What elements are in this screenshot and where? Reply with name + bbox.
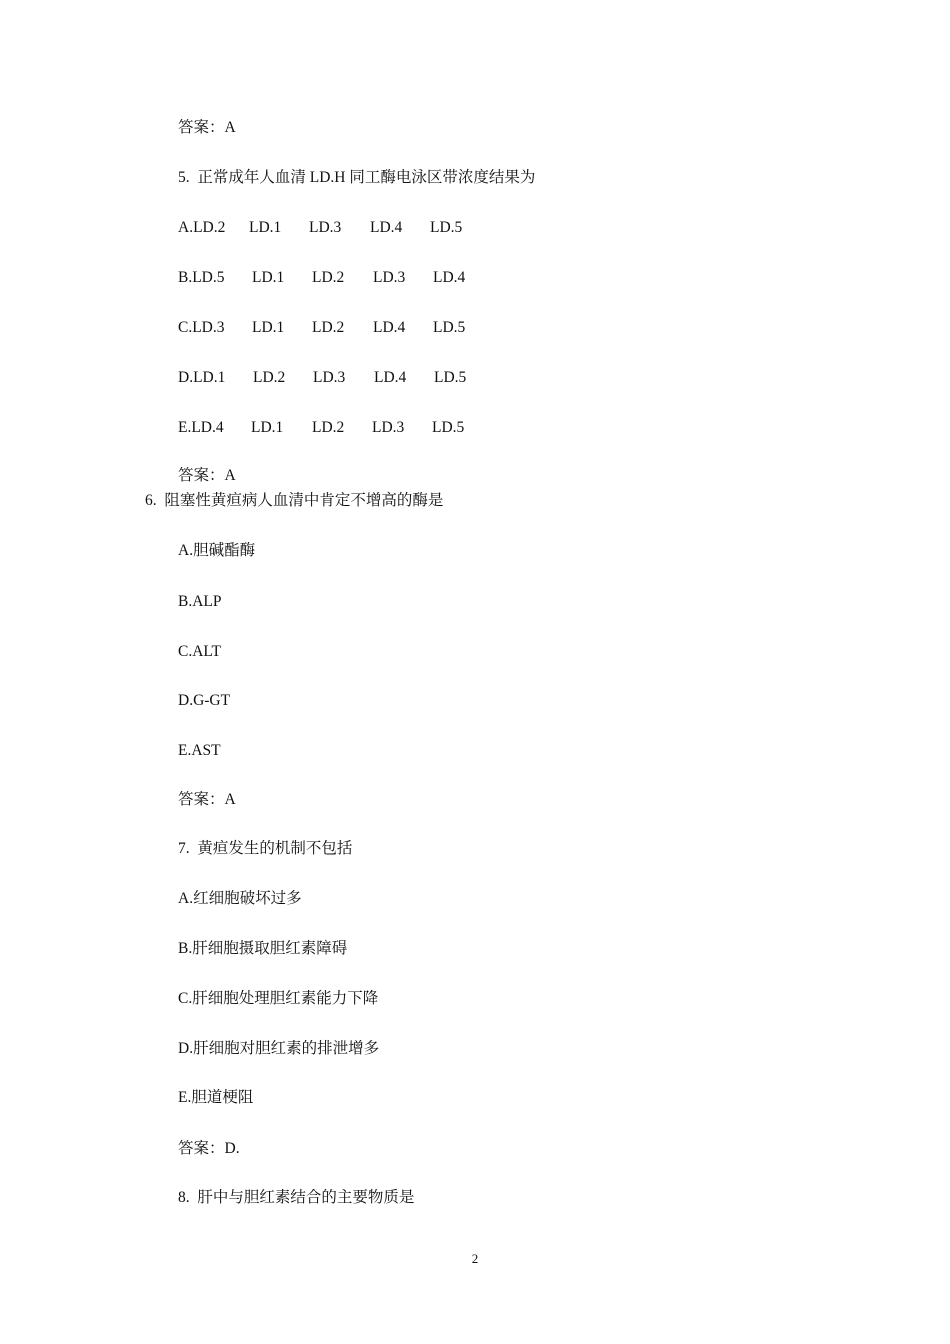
q4-answer: 答案：A bbox=[178, 119, 236, 136]
q7-option-d: D.肝细胞对胆红素的排泄增多 bbox=[178, 1040, 380, 1057]
q8-stem: 8. 肝中与胆红素结合的主要物质是 bbox=[178, 1189, 415, 1206]
q7-stem: 7. 黄疸发生的机制不包括 bbox=[178, 840, 353, 857]
q7-option-a: A.红细胞破坏过多 bbox=[178, 890, 302, 907]
q7-option-c: C.肝细胞处理胆红素能力下降 bbox=[178, 990, 379, 1007]
q5-stem: 5. 正常成年人血清 LD.H 同工酶电泳区带浓度结果为 bbox=[178, 169, 536, 186]
q6-option-e: E.AST bbox=[178, 742, 221, 759]
q5-answer: 答案：A bbox=[178, 467, 236, 484]
q6-option-c: C.ALT bbox=[178, 643, 221, 660]
q6-stem: 6. 阻塞性黄疸病人血清中肯定不增高的酶是 bbox=[145, 492, 444, 509]
page-number: 2 bbox=[471, 1251, 479, 1266]
q6-answer: 答案：A bbox=[178, 791, 236, 808]
q6-option-b: B.ALP bbox=[178, 593, 222, 610]
q7-option-b: B.肝细胞摄取胆红素障碍 bbox=[178, 940, 348, 957]
q6-option-d: D.G-GT bbox=[178, 692, 231, 709]
q7-answer: 答案：D. bbox=[178, 1140, 240, 1157]
q6-option-a: A.胆碱酯酶 bbox=[178, 542, 256, 559]
q7-option-e: E.胆道梗阻 bbox=[178, 1089, 254, 1106]
